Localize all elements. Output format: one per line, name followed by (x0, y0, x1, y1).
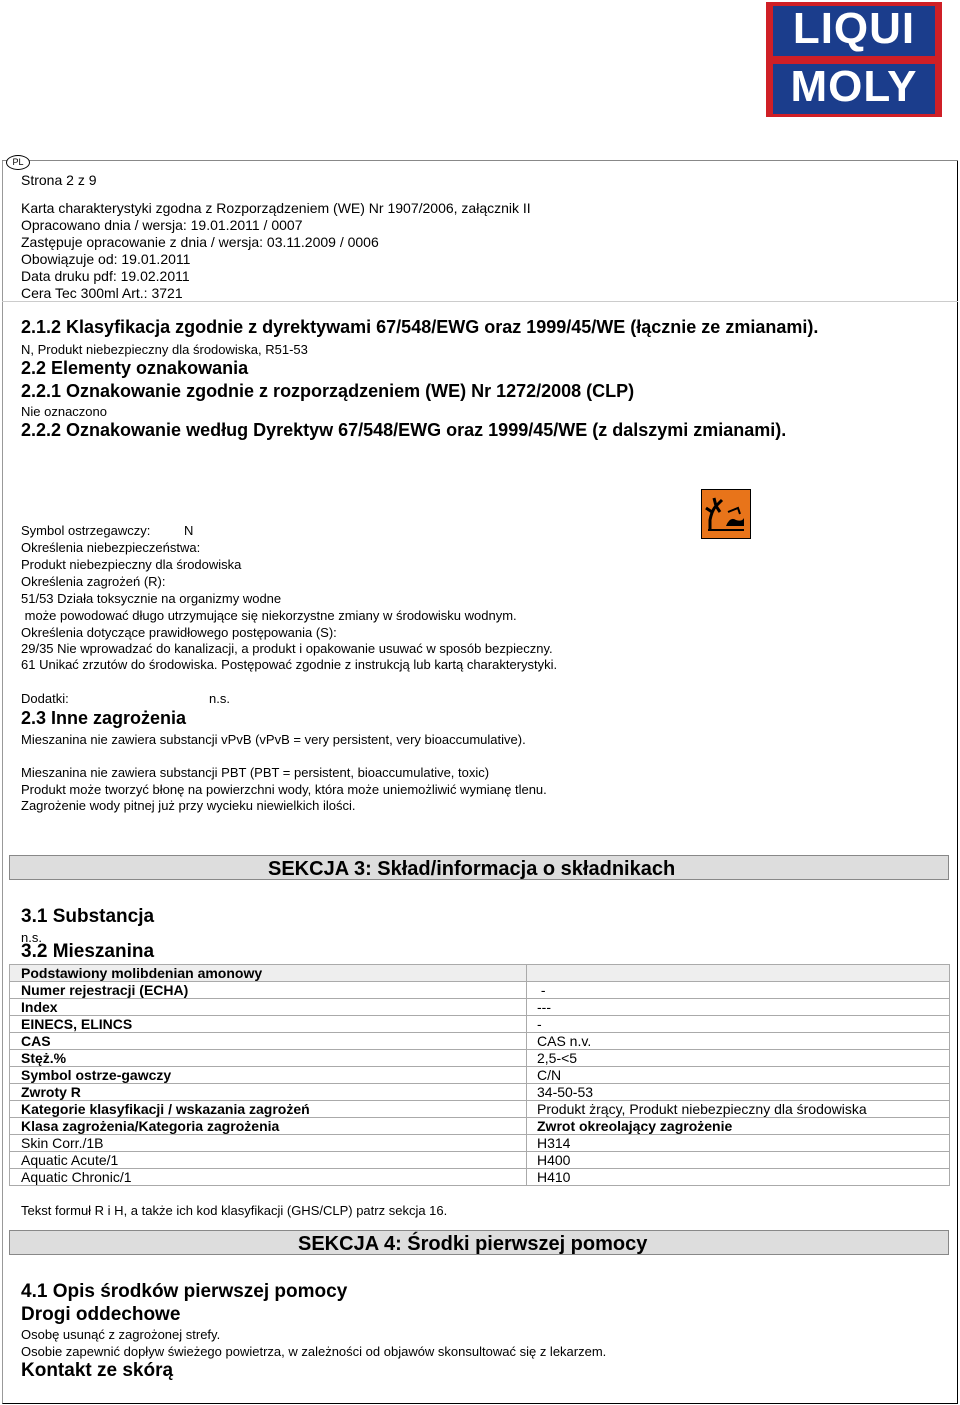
row-value: Zwrot okreolający zagrożenie (527, 1118, 950, 1135)
component-name: Podstawiony molibdenian amonowy (10, 965, 527, 982)
row-label: CAS (10, 1033, 527, 1050)
row-value: - (527, 1016, 950, 1033)
header-line: Data druku pdf: 19.02.2011 (21, 268, 190, 284)
header-line: Obowiązuje od: 19.01.2011 (21, 251, 191, 267)
table-row (10, 999, 950, 1016)
row-label: Aquatic Chronic/1 (10, 1169, 527, 1186)
header-line: Cera Tec 300ml Art.: 3721 (21, 285, 183, 301)
row-label: Symbol ostrze-gawczy (10, 1067, 527, 1084)
first-aid-line: Osobę usunąć z zagrożonej strefy. (21, 1327, 221, 1342)
page-number: Strona 2 z 9 (21, 172, 97, 188)
row-value: H410 (527, 1169, 950, 1186)
vpvb-text: Mieszanina nie zawiera substancji vPvB (vPvB = very persistent, very bioaccumulative). (21, 732, 526, 747)
symbol-value: N (184, 523, 194, 538)
row-value: H400 (527, 1152, 950, 1169)
dodatki-label: Dodatki: (21, 691, 69, 706)
table-row (10, 1016, 950, 1033)
heading-3-2: 3.2 Mieszanina (21, 941, 155, 962)
row-value: --- (527, 999, 950, 1016)
table-row (10, 1169, 950, 1186)
logo-line-2: MOLY (773, 64, 935, 114)
table-row (10, 1118, 950, 1135)
environment-hazard-icon (701, 489, 751, 539)
row-label: Zwroty R (10, 1084, 527, 1101)
section-4-title: SEKCJA 4: Środki pierwszej pomocy (298, 1233, 648, 1255)
header-line: Karta charakterystyki zgodna z Rozporządzeniem (WE) Nr 1907/2006, załącznik II (21, 200, 531, 216)
logo-line-1: LIQUI (773, 6, 935, 56)
heading-drogi-oddechowe: Drogi oddechowe (21, 1304, 181, 1325)
liqui-moly-logo (766, 2, 942, 117)
symbol-label: Symbol ostrzegawczy: (21, 523, 151, 538)
header-empty-cell (527, 965, 950, 982)
heading-3-1: 3.1 Substancja (21, 906, 155, 927)
section-4-bar (9, 1230, 949, 1255)
row-label: Skin Corr./1B (10, 1135, 527, 1152)
frame-top-rule (2, 160, 958, 161)
label-line: 61 Unikać zrzutów do środowiska. Postępować zgodnie z instrukcją lub kartą charakterystyki. (21, 657, 558, 672)
table-row (10, 1135, 950, 1152)
row-value: CAS n.v. (527, 1033, 950, 1050)
label-line: Określenia dotyczące prawidłowego postępowania (S): (21, 625, 337, 640)
row-label: Klasa zagrożenia/Kategoria zagrożenia (10, 1118, 527, 1135)
header-line: Zastępuje opracowanie z dnia / wersja: 03.11.2009 / 0006 (21, 234, 379, 250)
label-line: Określenia niebezpieczeństwa: (21, 540, 201, 555)
row-value: 2,5-<5 (527, 1050, 950, 1067)
table-row (10, 1101, 950, 1118)
row-label: Kategorie klasyfikacji / wskazania zagrożeń (10, 1101, 527, 1118)
label-line: 29/35 Nie wprowadzać do kanalizacji, a produkt i opakowanie usuwać w sposób bezpieczny. (21, 641, 553, 656)
table-row (10, 1067, 950, 1084)
row-label: Index (10, 999, 527, 1016)
heading-2-2-1: 2.2.1 Oznakowanie zgodnie z rozporządzeniem (WE) Nr 1272/2008 (CLP) (21, 381, 635, 401)
heading-2-3: 2.3 Inne zagrożenia (21, 708, 187, 728)
label-line: Produkt niebezpieczny dla środowiska (21, 557, 242, 572)
classification-text: N, Produkt niebezpieczny dla środowiska, R51-53 (21, 342, 308, 357)
mixture-components-table (9, 964, 950, 1186)
country-badge: PL (6, 155, 30, 170)
heading-2-1-2: 2.1.2 Klasyfikacja zgodnie z dyrektywami 67/548/EWG oraz 1999/45/WE (łącznie ze zmianami). (21, 317, 819, 337)
table-header-row (10, 965, 950, 982)
clp-label-text: Nie oznaczono (21, 404, 107, 419)
table-row (10, 1033, 950, 1050)
hazard-text: Produkt może tworzyć błonę na powierzchni wody, która może uniemożliwić wymianę tlenu. (21, 782, 547, 797)
row-value: Produkt żrący, Produkt niebezpieczny dla środowiska (527, 1101, 950, 1118)
label-line: 51/53 Działa toksycznie na organizmy wodne (21, 591, 282, 606)
table-row (10, 1050, 950, 1067)
row-value: C/N (527, 1067, 950, 1084)
heading-4-1: 4.1 Opis środków pierwszej pomocy (21, 1281, 348, 1302)
dodatki-value: n.s. (209, 691, 230, 706)
row-value: - (527, 982, 950, 999)
table-row (10, 982, 950, 999)
header-line: Opracowano dnia / wersja: 19.01.2011 / 0007 (21, 217, 303, 233)
row-label: Numer rejestracji (ECHA) (10, 982, 527, 999)
rh-note: Tekst formuł R i H, a także ich kod klasyfikacji (GHS/CLP) patrz sekcja 16. (21, 1203, 448, 1218)
table-row (10, 1152, 950, 1169)
header-divider (2, 301, 958, 302)
row-label: EINECS, ELINCS (10, 1016, 527, 1033)
row-value: 34-50-53 (527, 1084, 950, 1101)
row-label: Stęż.% (10, 1050, 527, 1067)
section-3-title: SEKCJA 3: Skład/informacja o składnikach (268, 858, 676, 880)
heading-2-2: 2.2 Elementy oznakowania (21, 358, 249, 378)
label-line: Określenia zagrożeń (R): (21, 574, 166, 589)
section-3-bar (9, 855, 949, 880)
substance-value: n.s. (21, 930, 42, 945)
label-line: może powodować długo utrzymujące się niekorzystne zmiany w środowisku wodnym. (21, 608, 517, 623)
first-aid-line: Osobie zapewnić dopływ świeżego powietrza, w zależności od objawów skonsultować się z lekarzem. (21, 1344, 607, 1359)
table-row (10, 1084, 950, 1101)
pbt-text: Mieszanina nie zawiera substancji PBT (PBT = persistent, bioaccumulative, toxic) (21, 765, 490, 780)
heading-2-2-2: 2.2.2 Oznakowanie według Dyrektyw 67/548/EWG oraz 1999/45/WE (z dalszymi zmianami). (21, 420, 787, 440)
row-label: Aquatic Acute/1 (10, 1152, 527, 1169)
hazard-text: Zagrożenie wody pitnej już przy wycieku niewielkich ilości. (21, 798, 356, 813)
row-value: H314 (527, 1135, 950, 1152)
heading-kontakt-ze-skora: Kontakt ze skórą (21, 1360, 174, 1381)
